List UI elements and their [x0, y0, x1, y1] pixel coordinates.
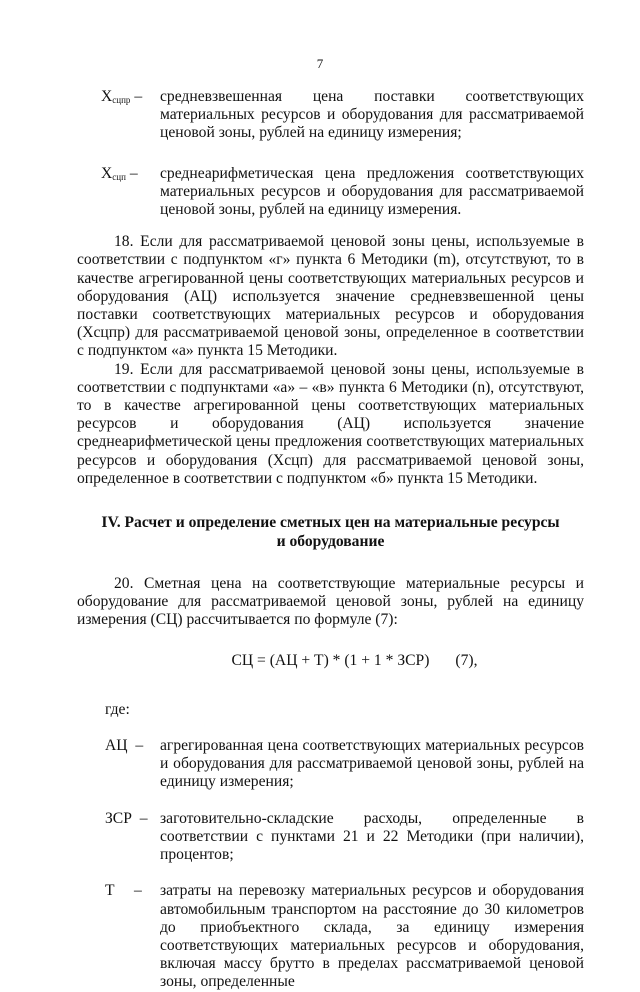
section-heading — [77, 514, 584, 551]
term-main: Т — [105, 882, 115, 900]
where-label: где: — [105, 700, 130, 718]
definition-t — [77, 882, 584, 991]
definition-term — [77, 165, 160, 186]
formula-number: (7), — [455, 651, 478, 669]
section-heading-line-2: и оборудование — [276, 532, 385, 550]
definition-dash: – — [134, 88, 143, 105]
term-subscript: сцп — [112, 171, 126, 182]
section-heading-line-1: IV. Расчет и определение сметных цен на материальные ресурсы — [101, 514, 560, 532]
definition-text: затраты на перевозку материальных ресурсов и оборудования автомобильным транспортом на расстояние до 30 километров до приобъектного склада, за единицу измерения соответствующих материальных ресурсов и оборудования, включая массу брутто в пределах рассматриваемой ценовой зоны, определенные — [160, 882, 584, 991]
definition-text: среднеарифметическая цена предложения соответствующих материальных ресурсов и оборудования для рассматриваемой ценовой зоны, рублей на единицу измерения. — [160, 164, 584, 219]
term-main: АЦ — [105, 737, 128, 755]
definition-text: заготовительно-складские расходы, определенные в соответствии с пунктами 21 и 22 Методики (при наличии), процентов; — [160, 809, 584, 864]
paragraph-19: 19. Если для рассматриваемой ценовой зоны цены, используемые в соответствии с подпунктами «а» – «в» пункта 6 Методики (n), отсутствуют, то в качестве агрегированной цены соответствующих материальных ресурсов и оборудования (АЦ) используется значение среднеарифметической цены предложения соответствующих материальных ресурсов и оборудования (Xсцп) для рассматриваемой ценовой зоны, определенное в соответствии с подпунктом «б» пункта 15 Методики. — [77, 360, 584, 487]
formula-expression: СЦ = (АЦ + Т) * (1 + 1 * ЗСР) — [231, 651, 430, 669]
definition-term — [77, 737, 160, 755]
definition-ac — [77, 737, 584, 792]
term-main: X — [101, 164, 113, 182]
page-content — [77, 88, 584, 992]
definition-term — [77, 882, 160, 900]
definition-x-scpr — [77, 88, 584, 143]
page-number: 7 — [316, 56, 324, 71]
term-subscript: сцпр — [112, 95, 131, 105]
paragraph-20: 20. Сметная цена на соответствующие материальные ресурсы и оборудование для рассматриваемой ценовой зоны, рублей на единицу измерения (СЦ) рассчитывается по формуле (7): — [77, 575, 584, 629]
formula-7 — [77, 652, 584, 670]
definition-text: средневзвешенная цена поставки соответствующих материальных ресурсов и оборудования для рассматриваемой ценовой зоны, рублей на единицу измерения; — [160, 88, 584, 142]
definition-dash: – — [134, 882, 142, 900]
definition-dash: – — [135, 737, 144, 755]
definition-term — [77, 88, 160, 109]
definition-x-scp — [77, 165, 584, 220]
term-main: ЗСР — [105, 809, 132, 827]
definition-zsr — [77, 810, 584, 865]
term-main: X — [101, 88, 113, 105]
definition-dash: – — [139, 809, 148, 827]
definition-dash: – — [129, 164, 138, 182]
definition-term — [77, 810, 160, 828]
definition-text: агрегированная цена соответствующих материальных ресурсов и оборудования для рассматриваемой ценовой зоны, рублей на единицу измерения; — [160, 737, 584, 791]
paragraph-18: 18. Если для рассматриваемой ценовой зоны цены, используемые в соответствии с подпунктом «г» пункта 6 Методики (m), отсутствуют, то в качестве агрегированной цены соответствующих материальных ресурсов и оборудования (АЦ) используется значение средневзвешенной цены поставки соответствующих материальных ресурсов и оборудования (Xсцпр) для рассматриваемой ценовой зоны, определенное в соответствии с подпунктом «а» пункта 15 Методики. — [77, 233, 584, 360]
